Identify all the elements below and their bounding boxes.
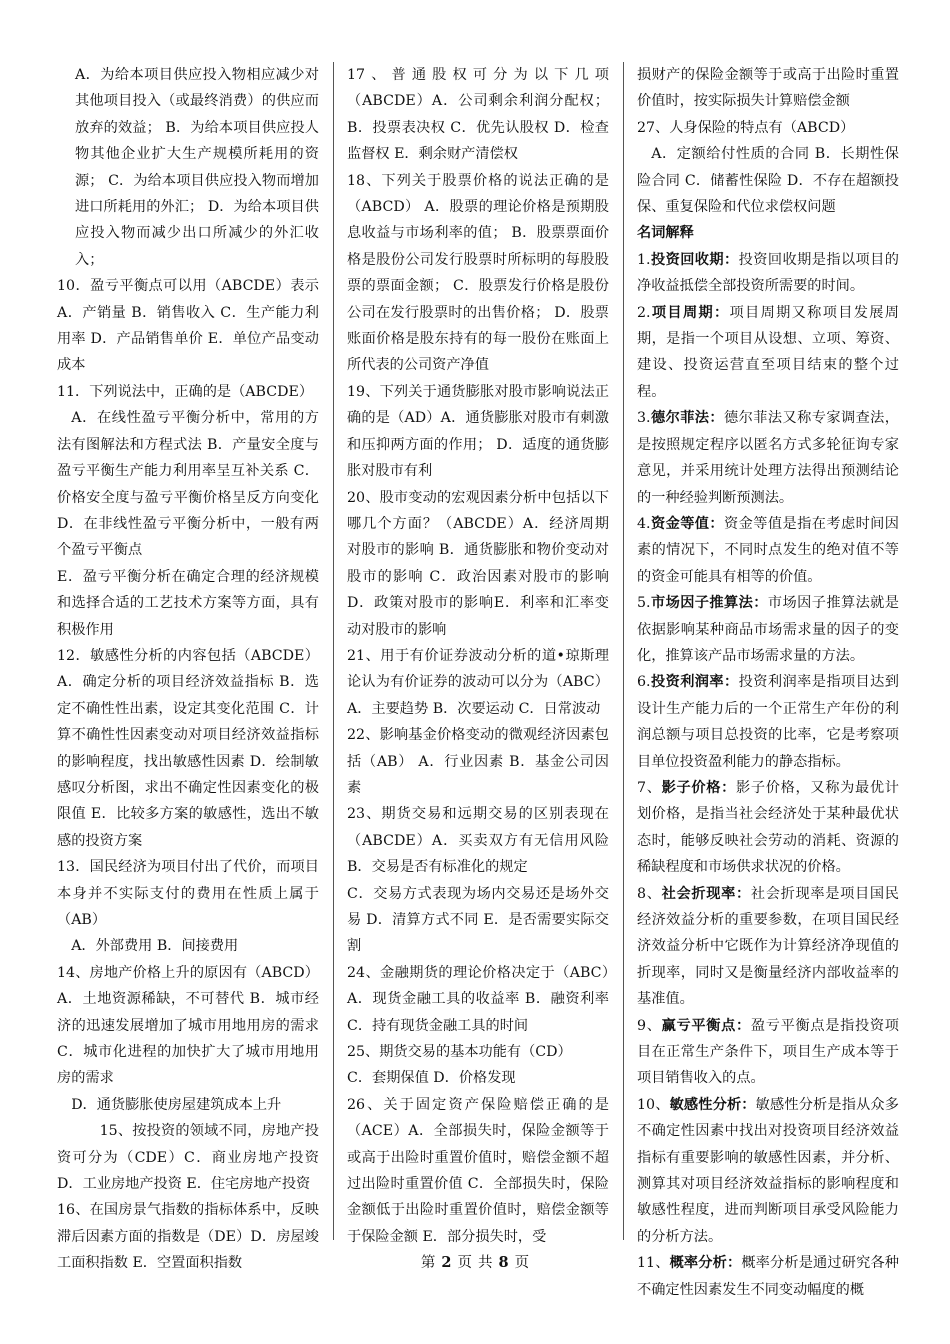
question-22: 22、影响基金价格变动的微观经济因素包括（AB） A．行业因素 B．基金公司因素 (347, 727, 609, 796)
definition-text: 资金等值是指在考虑时间因素的情况下，不同时点发生的绝对值不等的资金可能具有相等的价值。 (637, 515, 899, 585)
definition-number: 6. (637, 674, 651, 691)
question-21: 21、用于有价证券波动分析的道•琼斯理论认为有价证券的波动可以分为（ABC）A．主要趋势 B．次要运动 C．日常波动 (347, 647, 609, 717)
question-16: 16、在国房景气指数的指标体系中，反映滞后因素方面的指数是（DE）D．房屋竣工面积指数 E．空置面积指数 (57, 1202, 319, 1272)
definition-text: 影子价格，又称为最优计划价格，是指当社会经济处于某种最优状态时，能够反映社会劳动的消耗、资源的稀缺程度和市场供求状况的价格。 (637, 779, 899, 876)
question-13: 13．国民经济为项目付出了代价，而项目本身并不实际支付的费用在性质上属于（AB） (57, 859, 319, 928)
definition-number: 4. (637, 515, 651, 532)
question-14-option-d: D．通货膨胀使房屋建筑成本上升 (71, 1096, 282, 1113)
question-12: 12．敏感性分析的内容包括（ABCDE）A．确定分析的项目经济效益指标 B．选定不确性性出素，设定其变化范围 C．计算不确性性因素变动对项目经济效益指标的影响程度，找出敏感性因素 D．绘制敏感叹分析图，求出不确定性因素变化的极限值 E．比较多方案的敏感性，选出不敏感的投资方案 (57, 647, 319, 849)
definition-item (637, 1013, 899, 1092)
question-19: 19、下列关于通货膨胀对股市影响说法正确的是（AD）A．通货膨胀对股市有刺激和压抑两方面的作用； D．适度的通货膨胀对股市有利 (347, 383, 609, 480)
question-27: 27、人身保险的特点有（ABCD） (637, 119, 855, 136)
definition-number: 2. (637, 304, 651, 321)
column-divider-left (333, 62, 334, 1240)
definition-item (637, 775, 899, 881)
definition-list (637, 247, 899, 1303)
question-13-options: A．外部费用 B．间接费用 (71, 938, 239, 955)
question-25: 25、期货交易的基本功能有（CD） (347, 1044, 572, 1061)
column-middle (347, 62, 609, 1245)
definition-number: 3. (637, 410, 651, 427)
column-left (57, 62, 319, 1272)
question-26: 26、关于固定资产保险赔偿正确的是（ACE）A．全部损失时，保险金额等于或高于出险时重置价值时，赔偿金额不超过出险时重置价值 C．全部损失时，保险金额低于出险时重置价值时，赔偿金额等于保险金额 E．部分损失时，受 (347, 1096, 609, 1245)
section-title-term-explanation: 名词解释 (637, 225, 694, 242)
definition-number: 7、 (637, 779, 662, 796)
footer-page-number: 2 (441, 1254, 452, 1271)
footer-total-label: 页 (514, 1255, 530, 1271)
definition-item (637, 669, 899, 775)
definition-text: 社会折现率是项目国民经济效益分析的重要参数，在项目国民经济效益分析中它既作为计算经济净现值的折现率，同时又是衡量经济内部收益率的基准值。 (637, 885, 899, 1008)
definition-term: 概率分析： (669, 1255, 742, 1272)
definition-item (637, 590, 899, 669)
question-23-options: C．交易方式表现为场内交易还是场外交易 D．清算方式不同 E．是否需要实际交割 (347, 885, 609, 955)
definition-item (637, 247, 899, 300)
option-paragraph: A．为给本项目供应投入物相应减少对其他项目投入（或最终消费）的供应而放弃的效益； B．为给本项目供应投人物其他企业扩大生产规模所耗用的资源； C．为给本项目供应投入物而增加进口所耗用的外汇； D．为给本项目供应投入物而减少出口所减少的外汇收入； (75, 67, 319, 268)
definition-item (637, 405, 899, 511)
definition-term: 市场因子推算法： (650, 595, 768, 612)
footer-prefix: 第 (420, 1255, 436, 1271)
column-right (637, 62, 899, 1298)
definition-text: 德尔菲法又称专家调查法，是按照规定程序以匿名方式多轮征询专家意见，并采用统计处理方法得出预测结论的一种经验判断预测法。 (637, 410, 899, 506)
question-18: 18、下列关于股票价格的说法正确的是（ABCD） A．股票的理论价格是预期股息收益与市场利率的值； B．股票票面价格是股份公司发行股票时所标明的每股股票的票面金额； C．股票发行价格是股份公司在发行股票时的出售价格； D．股票账面价格是股东持有的每一股份在账面上所代表的公司资产净值 (347, 172, 609, 374)
question-24: 24、金融期货的理论价格决定于（ABC）A．现货金融工具的收益率 B．融资利率 C．持有现货金融工具的时间 (347, 964, 609, 1034)
definition-text: 市场因子推算法就是依据影响某种商品市场需求量的因子的变化，推算该产品市场需求量的方法。 (637, 595, 899, 664)
definition-number: 1. (637, 251, 651, 268)
definition-term: 投资回收期： (650, 251, 739, 268)
definition-number: 5. (637, 595, 651, 612)
definition-term: 影子价格： (661, 779, 737, 796)
definition-item (637, 1092, 899, 1250)
definition-term: 德尔菲法： (650, 410, 725, 427)
footer-total-prefix: 共 (478, 1255, 493, 1271)
definition-text: 盈亏平衡点是指投资项目在正常生产条件下，项目生产成本等于项目销售收入的点。 (637, 1017, 899, 1087)
definition-term: 项目周期： (650, 304, 730, 321)
question-15: 15、按投资的领域不同，房地产投资可分为（CDE）C．商业房地产投资 D．工业房地产投资 E．住宅房地产投资 (57, 1123, 319, 1193)
definition-term: 投资利润率： (650, 674, 739, 691)
question-26-continued: 损财产的保险金额等于或高于出险时重置价值时，按实际损失计算赔偿金额 (637, 67, 899, 110)
definition-number: 11、 (637, 1255, 670, 1272)
question-11-option-e: E．盈亏平衡分析在确定合理的经济规模和选择合适的工艺技术方案等方面，具有积极作用 (57, 568, 319, 638)
page-footer (0, 1251, 950, 1272)
definition-text: 项目周期又称项目发展周期，是指一个项目从设想、立项、筹资、建设、投资运营直至项目结束的整个过程。 (637, 304, 899, 400)
question-11-options: A．在线性盈亏平衡分析中，常用的方法有图解法和方程式法 B．产量安全度与盈亏平衡生产能力利用率呈互补关系 C．价格安全度与盈亏平衡价格呈反方向变化 D．在非线性盈亏平衡分析中，一般有两个盈亏平衡点 (57, 410, 319, 559)
definition-number: 9、 (637, 1017, 662, 1034)
definition-item (637, 881, 899, 1013)
question-10: 10．盈亏平衡点可以用（ABCDE）表示A．产销量 B．销售收入 C．生产能力利用率 D．产品销售单价 E．单位产品变动成本 (57, 278, 319, 374)
definition-term: 社会折现率： (661, 885, 751, 902)
footer-page-label: 页 (457, 1255, 472, 1271)
definition-number: 8、 (637, 885, 662, 902)
question-23: 23、期货交易和远期交易的区别表现在（ABCDE）A．买卖双方有无信用风险 B．交易是否有标准化的规定 (347, 806, 609, 876)
column-divider-right (623, 62, 624, 1240)
question-20: 20、股市变动的宏观因素分析中包括以下哪几个方面？（ABCDE）A．经济周期对股市的影响 B．通货膨胀和物价变动对股市的影响 C．政治因素对股市的影响 D．政策对股市的影响E．利率和汇率变动对股市的影响 (347, 489, 609, 638)
definition-text: 敏感性分析是指从众多不确定性因素中找出对投资项目经济效益指标有重要影响的敏感性因素，并分析、测算其对项目经济效益指标的影响程度和敏感性程度，进而判断项目承受风险能力的分析方法。 (637, 1096, 899, 1245)
footer-total-pages: 8 (498, 1254, 509, 1271)
question-17: 17、普通股权可分为以下几项（ABCDE）A．公司剩余利润分配权； B．投票表决权 C．优先认股权 D．检查监督权 E．剩余财产清偿权 (347, 67, 609, 163)
definition-text: 投资回收期是指以项目的净收益抵偿全部投资所需要的时间。 (637, 251, 899, 295)
definition-term: 赢亏平衡点： (661, 1017, 751, 1034)
definition-term: 资金等值： (650, 515, 725, 532)
question-27-options: A．定额给付性质的合同 B．长期性保险合同 C．储蓄性保险 D．不存在超额投保、重复保险和代位求偿权问题 (637, 146, 899, 216)
definition-text: 概率分析是通过研究各种不确定性因素发生不同变动幅度的概 (637, 1255, 899, 1298)
question-25-options: C．套期保值 D．价格发现 (347, 1070, 516, 1087)
definition-number: 10、 (637, 1096, 670, 1113)
definition-item (637, 511, 899, 590)
definition-item (637, 300, 899, 406)
question-11: 11．下列说法中，正确的是（ABCDE） (57, 383, 314, 400)
definition-text: 投资利润率是指项目达到设计生产能力后的一个正常生产年份的利润总额与项目总投资的比率，它是考察项目单位投资盈利能力的静态指标。 (637, 674, 899, 770)
question-14: 14、房地产价格上升的原因有（ABCD）A．土地资源稀缺，不可替代 B．城市经济的迅速发展增加了城市用地用房的需求 C．城市化进程的加快扩大了城市用地用房的需求 (57, 964, 319, 1087)
definition-term: 敏感性分析： (669, 1096, 756, 1113)
